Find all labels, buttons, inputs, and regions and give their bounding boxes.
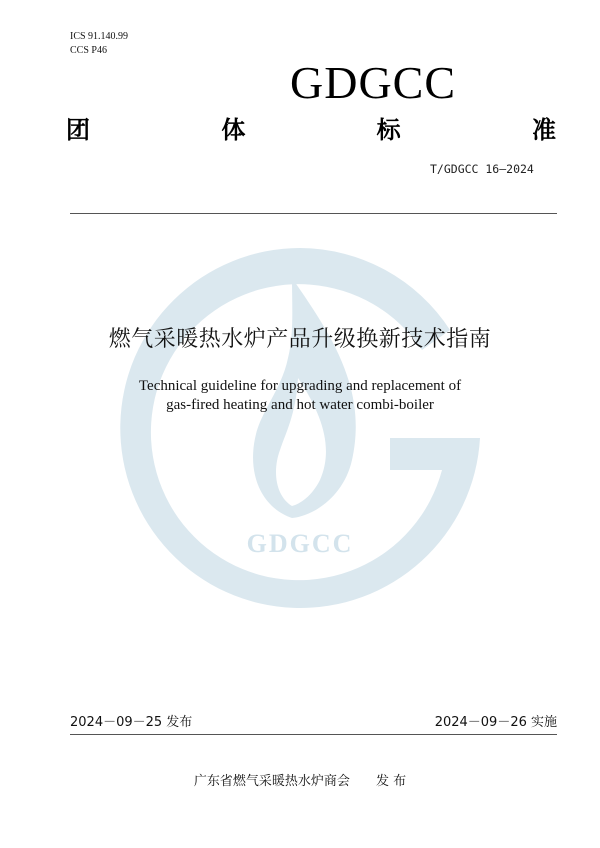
ccs-code: CCS P46 — [70, 45, 107, 56]
publish-action: 发 布 — [375, 774, 407, 789]
document-title-chinese: 燃气采暖热水炉产品升级换新技术指南 — [108, 327, 492, 352]
flame-watermark-icon — [100, 238, 500, 618]
standard-code: T/GDGCC 16—2024 — [430, 162, 534, 176]
standard-type-heading — [66, 116, 556, 146]
publisher-name: 广东省燃气采暖热水炉商会 — [193, 774, 350, 789]
standard-type-char: 标 — [376, 116, 401, 144]
implementation-date: 2024－09－26 实施 — [434, 715, 557, 730]
issue-date: 2024－09－25 发布 — [70, 715, 193, 730]
document-title-english — [0, 377, 600, 415]
bottom-divider — [70, 734, 557, 735]
standard-type-char: 准 — [531, 116, 556, 144]
standard-type-char: 体 — [221, 116, 246, 144]
organization-logo-text: GDGCC — [290, 57, 457, 108]
english-title-line: gas-fired heating and hot water combi-boiler — [166, 397, 434, 413]
dates-row — [70, 714, 557, 734]
standard-type-char: 团 — [66, 116, 90, 144]
top-divider — [70, 213, 557, 214]
classification-codes — [70, 30, 128, 58]
english-title-line: Technical guideline for upgrading and replacement of — [138, 378, 462, 394]
publisher-line — [0, 773, 600, 791]
watermark-text: GDGCC — [246, 529, 354, 558]
ics-code: ICS 91.140.99 — [70, 31, 129, 42]
